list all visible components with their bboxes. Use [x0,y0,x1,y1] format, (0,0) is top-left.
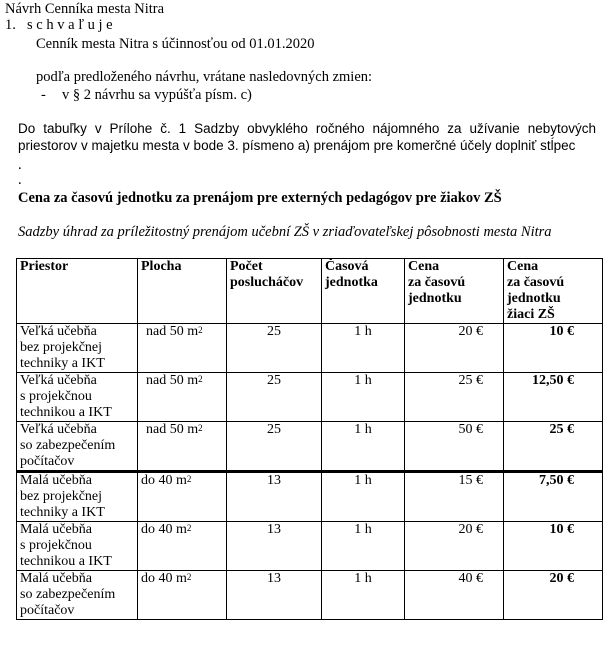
cell-priestor: Veľká učebňa so zabezpečením počítačov [17,422,138,472]
section-subheading: Sadzby úhrad za príležitostný prenájom učební ZŠ v zriaďovateľskej pôsobnosti mesta Nitra [18,224,552,240]
cell-pocet: 25 [227,373,322,422]
cell-cena: 50 € [405,422,504,472]
table-row [17,571,603,620]
cell-cena-ziaci: 12,50 € [504,373,603,422]
cell-jednotka: 1 h [322,472,405,522]
cell-priestor: Malá učebňa s projekčnou technikou a IKT [17,522,138,571]
cell-jednotka: 1 h [322,522,405,571]
header-casova-jednotka: Časová jednotka [322,259,405,324]
table-row [17,522,603,571]
table-row [17,472,603,522]
document-title: Návrh Cenníka mesta Nitra [5,1,165,17]
cell-plocha: nad 50 $m^2$ [138,422,227,472]
header-priestor: Priestor [17,259,138,324]
cell-cena: 20 € [405,324,504,373]
cell-pocet: 13 [227,522,322,571]
cell-priestor: Malá učebňa so zabezpečením počítačov [17,571,138,620]
cell-cena-ziaci: 10 € [504,522,603,571]
changes-intro: podľa predloženého návrhu, vrátane nasledovných zmien: [36,69,373,85]
cell-pocet: 13 [227,571,322,620]
cell-priestor: Veľká učebňa bez projekčnej techniky a IKT [17,324,138,373]
cell-cena-ziaci: 20 € [504,571,603,620]
cell-jednotka: 1 h [322,571,405,620]
item-number: 1. [5,17,16,33]
cell-cena-ziaci: 10 € [504,324,603,373]
cell-plocha: nad 50 $m^2$ [138,324,227,373]
header-cena-ziaci: Cena za časovú jednotku žiaci ZŠ [504,259,603,324]
cell-cena: 15 € [405,472,504,522]
price-table [16,258,603,620]
cell-cena-ziaci: 25 € [504,422,603,472]
change-item: v § 2 návrhu sa vypúšťa písm. c) [62,87,252,103]
table-row [17,422,603,472]
table-row [17,373,603,422]
cell-plocha: do 40 $m^2$ [138,522,227,571]
section-heading: Cena za časovú jednotku za prenájom pre externých pedagógov pre žiakov ZŠ [18,190,502,206]
cell-jednotka: 1 h [322,422,405,472]
header-pocet: Počet poslucháčov [227,259,322,324]
cell-cena: 40 € [405,571,504,620]
cell-plocha: do 40 $m^2$ [138,571,227,620]
cell-priestor: Veľká učebňa s projekčnou technikou a IKT [17,373,138,422]
cell-plocha: do 40 $m^2$ [138,472,227,522]
cell-plocha: nad 50 $m^2$ [138,373,227,422]
header-plocha: Plocha [138,259,227,324]
dot-separator: . [18,172,22,188]
table-row [17,324,603,373]
cell-jednotka: 1 h [322,324,405,373]
cell-cena: 25 € [405,373,504,422]
change-bullet: - [41,87,46,103]
item-text: Cenník mesta Nitra s účinnosťou od 01.01.2020 [36,36,315,52]
paragraph: Do tabuľky v Prílohe č. 1 Sadzby obvyklého ročného nájomného za užívanie nebytových priestorov v majetku mesta v bode 3. písmeno a) prenájom pre komerčné účely doplniť stĺpec [18,121,596,153]
cell-cena-ziaci: 7,50 € [504,472,603,522]
cell-pocet: 13 [227,472,322,522]
cell-jednotka: 1 h [322,373,405,422]
cell-priestor: Malá učebňa bez projekčnej techniky a IKT [17,472,138,522]
item-verb: s c h v a ľ u j e [27,17,113,33]
header-cena: Cena za časovú jednotku [405,259,504,324]
table-header-row [17,259,603,324]
cell-pocet: 25 [227,422,322,472]
cell-pocet: 25 [227,324,322,373]
dot-separator: . [18,157,22,173]
cell-cena: 20 € [405,522,504,571]
